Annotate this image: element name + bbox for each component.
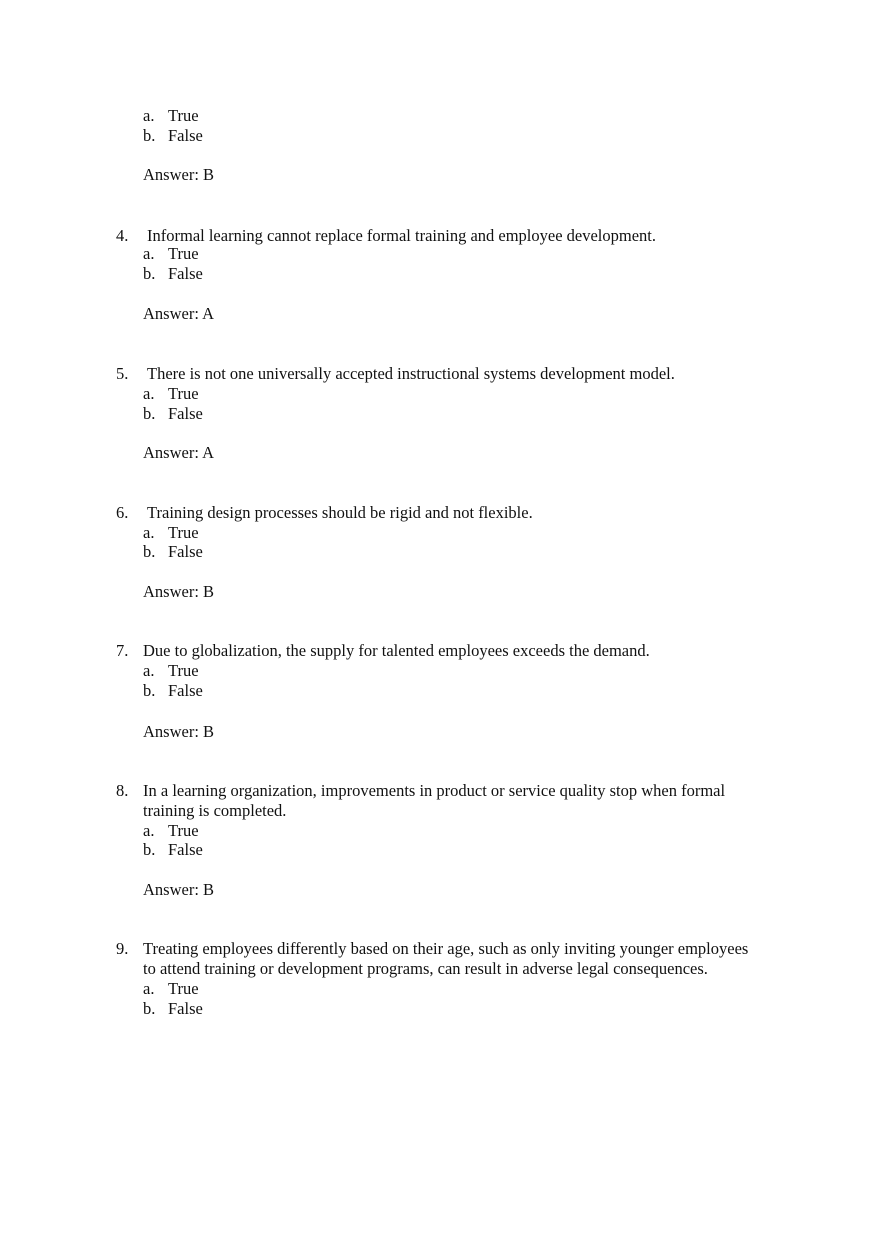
question-text: There is not one universally accepted instructional systems development model. <box>147 364 675 383</box>
option-text: True <box>168 244 199 263</box>
option-letter: b. <box>143 542 156 561</box>
answer-text: Answer: A <box>143 304 215 323</box>
question-text: to attend training or development programs, can result in adverse legal consequences. <box>143 959 708 978</box>
option-text: True <box>168 821 199 840</box>
option-letter: a. <box>143 523 155 542</box>
option-text: True <box>168 661 199 680</box>
option-letter: b. <box>143 126 156 145</box>
option-letter: a. <box>143 384 155 403</box>
option-letter: a. <box>143 244 155 263</box>
question-number: 8. <box>116 781 129 800</box>
question-number: 9. <box>116 939 129 958</box>
option-text: False <box>168 681 203 700</box>
option-letter: a. <box>143 106 155 125</box>
question-text: In a learning organization, improvements in product or service quality stop when formal <box>143 781 726 800</box>
option-text: False <box>168 264 203 283</box>
option-letter: a. <box>143 821 155 840</box>
answer-text: Answer: A <box>143 443 215 462</box>
option-letter: b. <box>143 840 156 859</box>
question-number: 6. <box>116 503 129 522</box>
option-text: False <box>168 404 203 423</box>
option-text: True <box>168 979 199 998</box>
question-number: 4. <box>116 226 129 245</box>
option-text: False <box>168 840 203 859</box>
answer-text: Answer: B <box>143 880 215 899</box>
option-letter: a. <box>143 661 155 680</box>
option-text: False <box>168 126 203 145</box>
option-text: False <box>168 999 203 1018</box>
question-text: Training design processes should be rigid and not flexible. <box>147 503 533 522</box>
option-text: True <box>168 106 199 125</box>
question-number: 5. <box>116 364 129 383</box>
option-text: True <box>168 523 199 542</box>
answer-text: Answer: B <box>143 582 215 601</box>
question-number: 7. <box>116 641 129 660</box>
question-text: Due to globalization, the supply for talented employees exceeds the demand. <box>143 641 650 660</box>
question-text: Treating employees differently based on their age, such as only inviting younger employees <box>143 939 749 958</box>
answer-text: Answer: B <box>143 165 215 184</box>
option-text: True <box>168 384 199 403</box>
option-letter: b. <box>143 264 156 283</box>
option-letter: b. <box>143 404 156 423</box>
answer-text: Answer: B <box>143 722 215 741</box>
option-letter: b. <box>143 681 156 700</box>
option-letter: a. <box>143 979 155 998</box>
option-letter: b. <box>143 999 156 1018</box>
option-text: False <box>168 542 203 561</box>
question-text: training is completed. <box>143 801 287 820</box>
question-text: Informal learning cannot replace formal training and employee development. <box>147 226 657 245</box>
